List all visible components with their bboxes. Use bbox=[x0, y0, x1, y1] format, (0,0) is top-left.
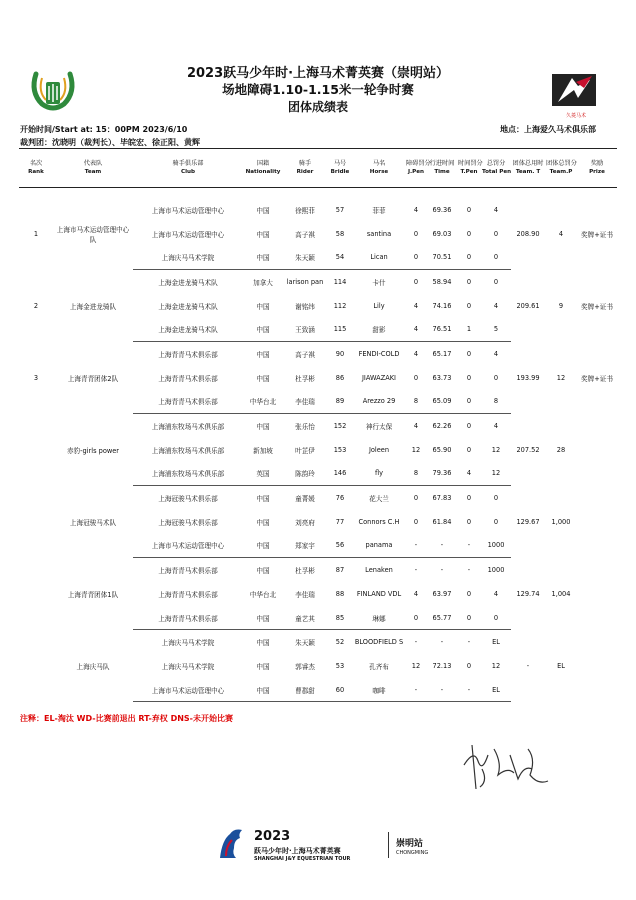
time-cell: 79.36 bbox=[427, 462, 457, 486]
rank-cell bbox=[19, 558, 53, 630]
jump-penalty-cell: 0 bbox=[413, 373, 419, 382]
jump-penalty-cell: - bbox=[414, 638, 418, 647]
rider-cell: 高子祺 bbox=[295, 230, 315, 239]
rider-cell: 王致涵 bbox=[283, 317, 327, 341]
jump-penalty-cell: 0 bbox=[413, 229, 419, 238]
total-penalty-cell: 0 bbox=[481, 606, 511, 630]
notes: 注释：EL-淘汰 WD-比赛前退出 RT-弃权 DNS-未开始比赛 bbox=[20, 714, 233, 723]
table-row bbox=[19, 414, 617, 438]
total-penalty-cell: 0 bbox=[493, 277, 499, 286]
time-penalty-cell: 0 bbox=[466, 494, 472, 503]
column-header-en: Bridle bbox=[330, 169, 350, 175]
team-cell: 上海青青团体2队 bbox=[67, 374, 119, 383]
team-cell: 上海庆马队 bbox=[76, 662, 110, 671]
rider-cell: larison pan bbox=[286, 277, 324, 286]
total-penalty-cell: 0 bbox=[493, 517, 499, 526]
bridle-cell: 88 bbox=[335, 589, 345, 598]
column-header-cn: 骑手俱乐部 bbox=[172, 160, 204, 167]
footer-horse-logo bbox=[216, 826, 246, 860]
rider-cell: 张乐怡 bbox=[295, 423, 315, 432]
jump-penalty-cell: 0 bbox=[405, 245, 427, 269]
column-header bbox=[133, 149, 243, 188]
team-time-cell: 129.67 bbox=[516, 517, 540, 526]
column-header-cn: 名次 bbox=[29, 160, 43, 167]
club-cell: 上海青青马术俱乐部 bbox=[133, 606, 243, 630]
rider-cell: 杜孚彬 bbox=[295, 567, 315, 576]
bridle-cell: 87 bbox=[335, 566, 345, 575]
time-cell: 67.83 bbox=[432, 494, 452, 503]
bridle-cell: 54 bbox=[327, 245, 353, 269]
jump-penalty-cell: - bbox=[405, 534, 427, 558]
team-group bbox=[19, 558, 617, 630]
bridle-cell: 114 bbox=[333, 277, 347, 286]
team-time-cell: - bbox=[526, 661, 530, 670]
column-header-en: Prize bbox=[589, 169, 605, 175]
time-cell: 69.36 bbox=[432, 205, 452, 214]
total-penalty-cell: 4 bbox=[493, 205, 499, 214]
jump-penalty-cell: 8 bbox=[405, 462, 427, 486]
column-header-en: Team. T bbox=[515, 169, 541, 175]
rider-cell: 童菁媛 bbox=[295, 495, 315, 504]
rider-cell: 郭睿杰 bbox=[295, 662, 315, 671]
team-cell: 上海金进龙骑队 bbox=[69, 302, 117, 311]
rider-cell: 杜孚彬 bbox=[295, 374, 315, 383]
column-header bbox=[243, 149, 283, 188]
horse-cell: Joleen bbox=[368, 445, 390, 454]
prize-cell bbox=[577, 630, 617, 702]
team-cell: 上海市马术运动管理中心队 bbox=[56, 225, 130, 244]
column-header bbox=[427, 149, 457, 188]
nationality-cell: 加拿大 bbox=[253, 278, 273, 287]
time-cell: - bbox=[427, 534, 457, 558]
rank-cell bbox=[19, 630, 53, 702]
total-penalty-cell: EL bbox=[481, 678, 511, 702]
rider-cell: 朱天颖 bbox=[283, 245, 327, 269]
time-penalty-cell: 0 bbox=[466, 205, 472, 214]
signature bbox=[458, 735, 558, 795]
total-penalty-cell: 1000 bbox=[481, 534, 511, 558]
column-header-cn: 马名 bbox=[372, 160, 386, 167]
team-penalty-cell: EL bbox=[557, 661, 565, 670]
column-header-en: Horse bbox=[369, 169, 389, 175]
time-cell: 63.73 bbox=[432, 373, 452, 382]
bridle-cell: 115 bbox=[327, 317, 353, 341]
jump-penalty-cell: 4 bbox=[405, 317, 427, 341]
horse-cell: santina bbox=[366, 229, 392, 238]
time-penalty-cell: 0 bbox=[457, 390, 481, 414]
time-cell: 76.51 bbox=[427, 317, 457, 341]
column-header-en: Team.P bbox=[549, 169, 573, 175]
time-cell: 69.03 bbox=[432, 229, 452, 238]
time-penalty-cell: 0 bbox=[466, 301, 472, 310]
rank-cell bbox=[19, 486, 53, 558]
team-group bbox=[19, 486, 617, 558]
nationality-cell: 中国 bbox=[243, 245, 283, 269]
time-cell: 65.77 bbox=[427, 606, 457, 630]
jump-penalty-cell: 12 bbox=[411, 661, 421, 670]
club-cell: 上海庆马马术学院 bbox=[133, 245, 243, 269]
club-cell: 上海青青马术俱乐部 bbox=[133, 390, 243, 414]
column-header-en: Time bbox=[434, 169, 450, 175]
rank-cell: 1 bbox=[33, 229, 39, 238]
total-penalty-cell: 0 bbox=[493, 373, 499, 382]
club-cell: 上海青青马术俱乐部 bbox=[158, 350, 218, 359]
results-table bbox=[19, 148, 617, 702]
team-group bbox=[19, 414, 617, 486]
time-cell: 62.26 bbox=[432, 422, 452, 431]
venue: 地点：上海爱久马术俱乐部 bbox=[500, 125, 596, 134]
time-cell: - bbox=[427, 678, 457, 702]
time-penalty-cell: - bbox=[457, 678, 481, 702]
footer-station: 崇明站 bbox=[396, 839, 424, 849]
start-time: 开始时间/Start at: 15：00PM 2023/6/10 bbox=[20, 125, 188, 134]
rider-cell: 李佳瑞 bbox=[295, 590, 315, 599]
club-cell: 上海金进龙骑马术队 bbox=[158, 278, 218, 287]
total-penalty-cell: 4 bbox=[493, 349, 499, 358]
column-header-cn: 骑手 bbox=[298, 160, 312, 167]
jump-penalty-cell: 0 bbox=[413, 277, 419, 286]
time-cell: 72.13 bbox=[432, 661, 452, 670]
column-header-cn: 马号 bbox=[333, 160, 347, 167]
time-penalty-cell: 0 bbox=[466, 517, 472, 526]
nationality-cell: 中国 bbox=[256, 350, 270, 359]
prize-cell: 奖牌+证书 bbox=[581, 230, 613, 239]
team-group bbox=[19, 630, 617, 702]
club-cell: 上海庆马马术学院 bbox=[161, 662, 215, 671]
table-row bbox=[19, 486, 617, 510]
time-cell: - bbox=[440, 566, 444, 575]
bridle-cell: 152 bbox=[333, 422, 347, 431]
column-header-en: J.Pen bbox=[407, 169, 425, 175]
column-header-cn: 障碍罚分 bbox=[406, 160, 431, 167]
column-header-cn: 代表队 bbox=[83, 160, 103, 167]
rider-cell: 陈韵玲 bbox=[283, 462, 327, 486]
column-header-en: Nationality bbox=[245, 169, 281, 175]
time-cell: 61.84 bbox=[432, 517, 452, 526]
column-header bbox=[481, 149, 511, 188]
bridle-cell: 58 bbox=[335, 229, 345, 238]
competition-title: 场地障碍1.10-1.15米一轮争时赛 bbox=[222, 82, 414, 97]
time-penalty-cell: 0 bbox=[466, 445, 472, 454]
jump-penalty-cell: 0 bbox=[413, 494, 419, 503]
column-header-en: Team bbox=[84, 169, 102, 175]
nationality-cell: 中国 bbox=[256, 302, 270, 311]
nationality-cell: 中国 bbox=[243, 534, 283, 558]
time-penalty-cell: 0 bbox=[457, 606, 481, 630]
bridle-cell: 60 bbox=[327, 678, 353, 702]
time-penalty-cell: - bbox=[467, 638, 471, 647]
table-row bbox=[19, 198, 617, 222]
horse-cell: Arezzo 29 bbox=[353, 390, 405, 414]
time-penalty-cell: 0 bbox=[466, 229, 472, 238]
team-penalty-cell: 28 bbox=[556, 445, 566, 454]
team-group bbox=[19, 270, 617, 342]
team-cell: 上海冠骏马术队 bbox=[69, 518, 117, 527]
club-cell: 上海冠骏马术俱乐部 bbox=[158, 495, 218, 504]
sponsor-logo-text: 久菱马术 bbox=[565, 113, 586, 119]
table-header-row bbox=[19, 149, 617, 188]
club-cell: 上海市马术运动管理中心 bbox=[151, 230, 225, 239]
bridle-cell: 146 bbox=[327, 462, 353, 486]
table-row bbox=[19, 558, 617, 582]
table-row bbox=[19, 630, 617, 654]
total-penalty-cell: 12 bbox=[491, 445, 501, 454]
club-cell: 上海浦东牧场马术俱乐部 bbox=[133, 462, 243, 486]
jump-penalty-cell: - bbox=[414, 566, 418, 575]
horse-cell: FINLAND VDL bbox=[356, 589, 402, 598]
nationality-cell: 中国 bbox=[256, 518, 270, 527]
nationality-cell: 英国 bbox=[243, 462, 283, 486]
jump-penalty-cell: 12 bbox=[411, 445, 421, 454]
result-type-title: 团体成绩表 bbox=[287, 100, 348, 114]
rank-cell: 2 bbox=[33, 301, 39, 310]
time-penalty-cell: 0 bbox=[457, 245, 481, 269]
total-penalty-cell: 0 bbox=[493, 229, 499, 238]
nationality-cell: 中国 bbox=[256, 662, 270, 671]
event-title: 2023跃马少年时·上海马术菁英赛（崇明站） bbox=[186, 66, 450, 81]
club-cell: 上海市马术运动管理中心 bbox=[133, 534, 243, 558]
nationality-cell: 中国 bbox=[243, 317, 283, 341]
bridle-cell: 76 bbox=[335, 494, 345, 503]
club-cell: 上海冠骏马术俱乐部 bbox=[158, 518, 218, 527]
column-header-cn: 行进时间 bbox=[429, 160, 455, 167]
prize-cell: 奖牌+证书 bbox=[581, 302, 613, 311]
column-header-en: Total Pen bbox=[482, 169, 512, 175]
column-header-cn: 团体总用时 bbox=[512, 160, 544, 167]
time-penalty-cell: 0 bbox=[466, 422, 472, 431]
rider-cell: 叶芷伊 bbox=[295, 446, 315, 455]
time-penalty-cell: 0 bbox=[466, 661, 472, 670]
table-row bbox=[19, 270, 617, 294]
time-penalty-cell: 0 bbox=[466, 589, 472, 598]
jump-penalty-cell: 8 bbox=[405, 390, 427, 414]
column-header-cn: 奖励 bbox=[590, 160, 604, 167]
column-header bbox=[577, 149, 617, 188]
horse-cell: FENDI-COLD bbox=[358, 349, 400, 358]
time-penalty-cell: - bbox=[457, 534, 481, 558]
team-group bbox=[19, 342, 617, 414]
time-cell: 63.97 bbox=[432, 589, 452, 598]
time-penalty-cell: 0 bbox=[466, 373, 472, 382]
bridle-cell: 153 bbox=[333, 445, 347, 454]
club-cell: 上海市马术运动管理中心 bbox=[133, 678, 243, 702]
footer-divider bbox=[388, 832, 389, 858]
bridle-cell: 112 bbox=[333, 301, 347, 310]
column-header bbox=[353, 149, 405, 188]
prize-cell: 奖牌+证书 bbox=[581, 374, 613, 383]
club-cell: 上海青青马术俱乐部 bbox=[158, 590, 218, 599]
column-header-cn: 时间罚分 bbox=[458, 160, 483, 167]
column-header bbox=[283, 149, 327, 188]
rider-cell: 徐熙菲 bbox=[295, 206, 315, 215]
bridle-cell: 90 bbox=[335, 349, 345, 358]
bridle-cell: 57 bbox=[335, 205, 345, 214]
time-cell: 70.51 bbox=[427, 245, 457, 269]
jump-penalty-cell: 4 bbox=[413, 422, 419, 431]
total-penalty-cell: EL bbox=[492, 638, 500, 647]
total-penalty-cell: 4 bbox=[493, 589, 499, 598]
time-penalty-cell: - bbox=[467, 566, 471, 575]
rider-cell: 谢铭纬 bbox=[295, 302, 315, 311]
nationality-cell: 中国 bbox=[256, 206, 270, 215]
bridle-cell: 89 bbox=[327, 390, 353, 414]
rider-cell: 朱天颖 bbox=[295, 639, 315, 648]
team-cell: 赤豹-girls power bbox=[66, 446, 120, 455]
bridle-cell: 86 bbox=[335, 373, 345, 382]
club-cell: 上海青青马术俱乐部 bbox=[158, 567, 218, 576]
nationality-cell: 中国 bbox=[256, 423, 270, 432]
judges: 裁判团：沈晓明（裁判长）、毕皖宏、徐正阳、黄辉 bbox=[20, 138, 200, 147]
column-header-cn: 总罚分 bbox=[486, 160, 506, 167]
nationality-cell: 中国 bbox=[256, 639, 270, 648]
nationality-cell: 新加坡 bbox=[253, 446, 273, 455]
horse-cell: Lenaken bbox=[365, 566, 393, 575]
horse-cell: JIAWAZAKI bbox=[361, 373, 396, 382]
column-header-cn: 国籍 bbox=[256, 160, 270, 167]
team-time-cell: 129.74 bbox=[516, 589, 540, 598]
team-time-cell: 209.61 bbox=[516, 301, 540, 310]
column-header-en: Club bbox=[180, 169, 195, 175]
column-header-en: Rider bbox=[296, 169, 314, 175]
rider-cell: 李佳瑞 bbox=[283, 390, 327, 414]
total-penalty-cell: 4 bbox=[493, 301, 499, 310]
column-header bbox=[511, 149, 545, 188]
prize-cell bbox=[577, 486, 617, 558]
team-penalty-cell: 1,004 bbox=[551, 589, 571, 598]
nationality-cell: 中华台北 bbox=[243, 390, 283, 414]
jump-penalty-cell: 0 bbox=[405, 606, 427, 630]
horse-cell: Connors C.H bbox=[358, 517, 400, 526]
bridle-cell: 52 bbox=[335, 638, 345, 647]
jump-penalty-cell: 0 bbox=[413, 517, 419, 526]
nationality-cell: 中国 bbox=[256, 495, 270, 504]
nationality-cell: 中国 bbox=[243, 678, 283, 702]
total-penalty-cell: 1000 bbox=[487, 566, 505, 575]
horse-cell: 咖啡 bbox=[353, 678, 405, 702]
time-cell: - bbox=[440, 638, 444, 647]
jump-penalty-cell: 4 bbox=[413, 589, 419, 598]
total-penalty-cell: 5 bbox=[481, 317, 511, 341]
club-cell: 上海庆马马术学院 bbox=[161, 639, 215, 648]
horse-cell: Lily bbox=[373, 301, 385, 310]
footer-event-name-en: SHANGHAI J&Y EQUESTRIAN TOUR bbox=[254, 856, 351, 862]
horse-cell: fly bbox=[353, 462, 405, 486]
jump-penalty-cell: - bbox=[405, 678, 427, 702]
rank-cell: 3 bbox=[33, 373, 39, 382]
footer-event-name: 跃马少年时·上海马术菁英赛 bbox=[254, 847, 341, 855]
team-time-cell: 208.90 bbox=[516, 229, 540, 238]
column-header-en: T.Pen bbox=[460, 169, 478, 175]
time-penalty-cell: 0 bbox=[466, 277, 472, 286]
time-penalty-cell: 4 bbox=[457, 462, 481, 486]
column-header bbox=[19, 149, 53, 188]
horse-cell: 琳娜 bbox=[353, 606, 405, 630]
rider-cell: 童艺其 bbox=[283, 606, 327, 630]
prize-cell bbox=[577, 558, 617, 630]
jump-penalty-cell: 4 bbox=[413, 301, 419, 310]
horse-cell: 孔齐布 bbox=[369, 662, 389, 671]
time-penalty-cell: 0 bbox=[466, 349, 472, 358]
column-header-en: Rank bbox=[28, 169, 44, 175]
bridle-cell: 56 bbox=[327, 534, 353, 558]
total-penalty-cell: 12 bbox=[481, 462, 511, 486]
column-header bbox=[405, 149, 431, 188]
total-penalty-cell: 0 bbox=[481, 245, 511, 269]
column-header bbox=[327, 149, 353, 188]
team-penalty-cell: 12 bbox=[556, 373, 566, 382]
footer-year: 2023 bbox=[254, 829, 291, 844]
team-penalty-cell: 4 bbox=[558, 229, 564, 238]
time-cell: 65.09 bbox=[427, 390, 457, 414]
club-cell: 上海金进龙骑马术队 bbox=[158, 302, 218, 311]
rank-cell bbox=[19, 414, 53, 486]
horse-cell: 甜影 bbox=[353, 317, 405, 341]
column-header bbox=[53, 149, 133, 188]
horse-cell: BLOODFIELD S bbox=[354, 638, 404, 647]
total-penalty-cell: 12 bbox=[491, 661, 501, 670]
rider-cell: 刘亮府 bbox=[295, 518, 315, 527]
rider-cell: 高子祺 bbox=[295, 350, 315, 359]
time-cell: 74.16 bbox=[432, 301, 452, 310]
nationality-cell: 中国 bbox=[256, 230, 270, 239]
nationality-cell: 中华台北 bbox=[249, 590, 277, 599]
column-header bbox=[545, 149, 577, 188]
jump-penalty-cell: 4 bbox=[413, 205, 419, 214]
table-row bbox=[19, 342, 617, 366]
bridle-cell: 77 bbox=[335, 517, 345, 526]
time-cell: 58.94 bbox=[432, 277, 452, 286]
club-cell: 上海市马术运动管理中心 bbox=[151, 206, 225, 215]
bridle-cell: 85 bbox=[327, 606, 353, 630]
club-cell: 上海青青马术俱乐部 bbox=[158, 374, 218, 383]
club-cell: 上海浦东牧场马术俱乐部 bbox=[151, 423, 225, 432]
nationality-cell: 中国 bbox=[243, 606, 283, 630]
column-header-cn: 团体总罚分 bbox=[546, 160, 577, 167]
team-group bbox=[19, 198, 617, 270]
horse-cell: 神行太保 bbox=[365, 423, 393, 432]
total-penalty-cell: 4 bbox=[493, 422, 499, 431]
total-penalty-cell: 0 bbox=[493, 494, 499, 503]
team-time-cell: 207.52 bbox=[516, 445, 540, 454]
nationality-cell: 中国 bbox=[256, 567, 270, 576]
club-cell: 上海浦东牧场马术俱乐部 bbox=[151, 446, 225, 455]
footer-station-en: CHONGMING bbox=[396, 850, 429, 856]
team-penalty-cell: 9 bbox=[558, 301, 564, 310]
jump-penalty-cell: 4 bbox=[413, 349, 419, 358]
rider-cell: 郑家宇 bbox=[283, 534, 327, 558]
total-penalty-cell: 8 bbox=[481, 390, 511, 414]
bridle-cell: 53 bbox=[335, 661, 345, 670]
horse-cell: 花大兰 bbox=[369, 495, 389, 504]
time-cell: 65.17 bbox=[432, 349, 452, 358]
nationality-cell: 中国 bbox=[256, 374, 270, 383]
club-cell: 上海金进龙骑马术队 bbox=[133, 317, 243, 341]
rider-cell: 曹郡甜 bbox=[283, 678, 327, 702]
horse-cell: 菲菲 bbox=[372, 206, 386, 215]
prize-cell bbox=[577, 414, 617, 486]
time-penalty-cell: 1 bbox=[457, 317, 481, 341]
team-cell: 上海青青团体1队 bbox=[67, 590, 119, 599]
team-penalty-cell: 1,000 bbox=[551, 517, 571, 526]
horse-cell: panama bbox=[353, 534, 405, 558]
team-time-cell: 193.99 bbox=[516, 373, 540, 382]
horse-cell: Lican bbox=[353, 245, 405, 269]
time-cell: 65.90 bbox=[432, 445, 452, 454]
horse-cell: 卡什 bbox=[372, 278, 386, 287]
column-header bbox=[457, 149, 481, 188]
